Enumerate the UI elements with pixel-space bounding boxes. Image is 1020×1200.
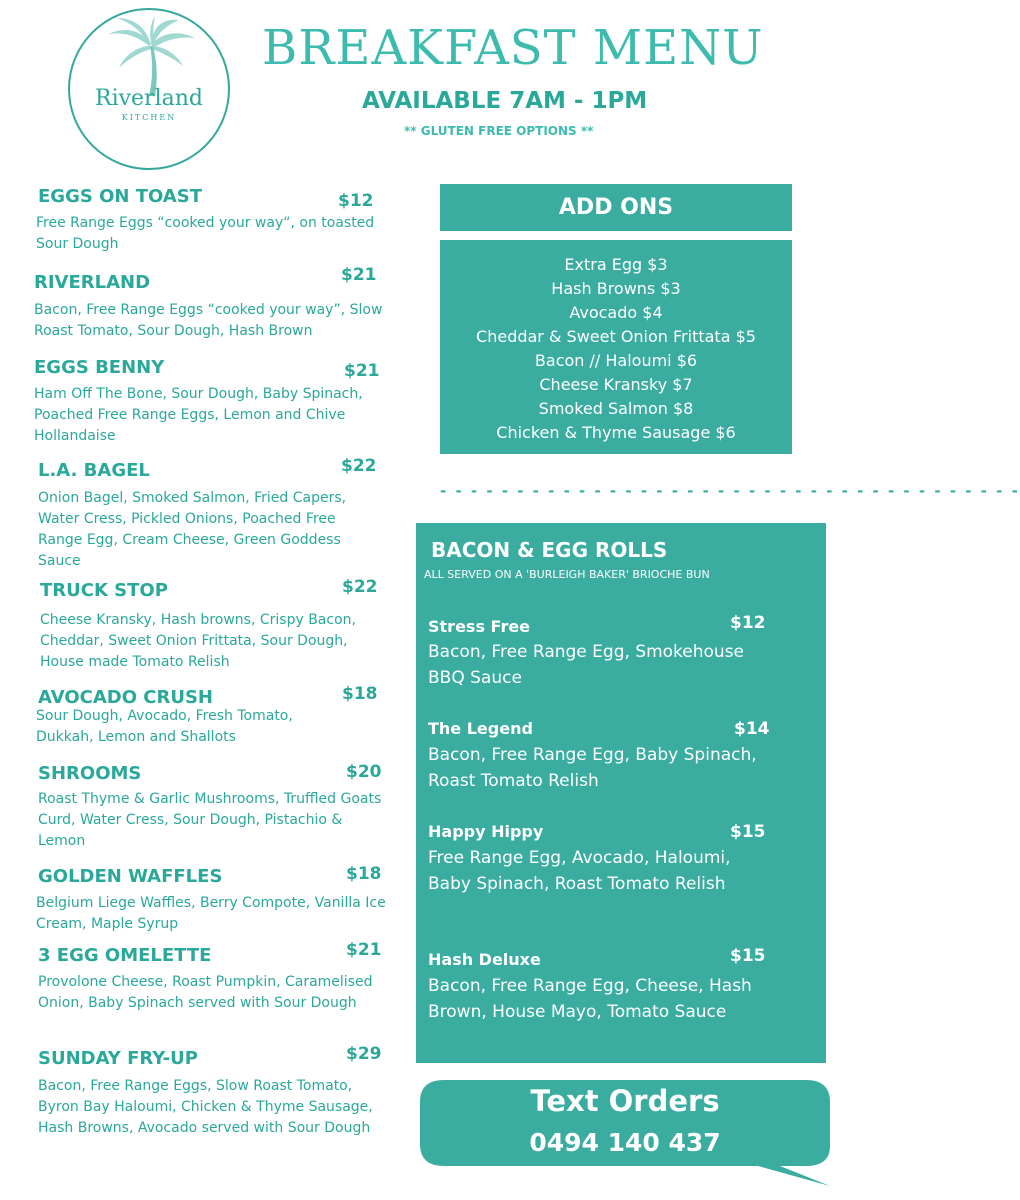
menu-item-description: Onion Bagel, Smoked Salmon, Fried Capers, Water Cress, Pickled Onions, Poached Free Range Egg, Cream Cheese, Green Goddess Sauce — [38, 490, 347, 569]
add-on-item: Cheese Kransky $7 — [539, 375, 693, 394]
roll-item-description: Bacon, Free Range Egg, Cheese, Hash Brown, House Mayo, Tomato Sauce — [428, 976, 752, 1022]
menu-item-title: GOLDEN WAFFLES — [38, 866, 223, 887]
menu-item-description: Provolone Cheese, Roast Pumpkin, Caramelised Onion, Baby Spinach served with Sour Dough — [38, 974, 373, 1011]
menu-item-description: Belgium Liege Waffles, Berry Compote, Vanilla Ice Cream, Maple Syrup — [36, 895, 386, 932]
roll-item-price: $12 — [730, 613, 766, 633]
roll-item-price: $14 — [734, 719, 770, 739]
menu-item-price: $12 — [338, 191, 374, 211]
menu-item-description: Ham Off The Bone, Sour Dough, Baby Spinach, Poached Free Range Eggs, Lemon and Chive Hollandaise — [34, 386, 363, 444]
roll-item-description: Bacon, Free Range Egg, Smokehouse BBQ Sauce — [428, 642, 745, 688]
logo-brand-text: Riverland — [95, 86, 203, 111]
bacon-egg-rolls-panel — [416, 523, 826, 1063]
menu-item-price: $22 — [341, 456, 377, 476]
menu-item-price: $20 — [346, 762, 382, 782]
roll-item-description: Free Range Egg, Avocado, Haloumi, Baby Spinach, Roast Tomato Relish — [428, 848, 731, 894]
menu-item-description: Roast Thyme & Garlic Mushrooms, Truffled Goats Curd, Water Cress, Sour Dough, Pistachio & Lemon — [38, 791, 382, 849]
add-on-item: Avocado $4 — [569, 303, 663, 322]
menu-item-description: Cheese Kransky, Hash browns, Crispy Bacon, Cheddar, Sweet Onion Frittata, Sour Dough, House made Tomato Relish — [40, 612, 356, 670]
menu-item-price: $22 — [342, 577, 378, 597]
menu-item-description: Bacon, Free Range Eggs “cooked your way”, Slow Roast Tomato, Sour Dough, Hash Brown — [34, 302, 383, 339]
palm-tree-icon — [103, 16, 199, 96]
menu-item-title: SHROOMS — [38, 763, 142, 784]
roll-item-name: Stress Free — [428, 617, 531, 636]
menu-item-price: $29 — [346, 1044, 382, 1064]
roll-item-name: Hash Deluxe — [428, 950, 541, 969]
add-ons-panel — [440, 240, 792, 454]
menu-item-description: Sour Dough, Avocado, Fresh Tomato, Dukkah, Lemon and Shallots — [36, 708, 293, 745]
add-on-item: Smoked Salmon $8 — [538, 399, 694, 418]
menu-item-title: EGGS ON TOAST — [38, 186, 202, 207]
menu-item-title: SUNDAY FRY-UP — [38, 1048, 198, 1069]
menu-item-description: Bacon, Free Range Eggs, Slow Roast Tomato, Byron Bay Haloumi, Chicken & Thyme Sausage, Hash Browns, Avocado served with Sour Dough — [38, 1078, 373, 1136]
logo-subtitle: KITCHEN — [121, 113, 177, 122]
dashed-divider: - - - - - - - - - - - - - - - - - - - - - - - - - - - - - - - - - - - - - - — [440, 482, 1020, 500]
roll-item-name: Happy Hippy — [428, 822, 544, 841]
roll-item-description: Bacon, Free Range Egg, Baby Spinach, Roast Tomato Relish — [428, 745, 757, 791]
menu-item-price: $21 — [344, 361, 380, 381]
rolls-title: BACON & EGG ROLLS — [431, 538, 668, 562]
rolls-subtitle: ALL SERVED ON A 'BURLEIGH BAKER' BRIOCHE BUN — [424, 568, 710, 581]
menu-item-price: $21 — [346, 940, 382, 960]
gluten-free-note: ** GLUTEN FREE OPTIONS ** — [404, 124, 594, 138]
roll-item-name: The Legend — [428, 719, 533, 738]
text-orders-phone: 0494 140 437 — [529, 1128, 721, 1157]
text-orders-bubble — [420, 1080, 830, 1190]
menu-item-title: RIVERLAND — [34, 272, 151, 293]
add-ons-list — [430, 253, 802, 445]
page-title: BREAKFAST MENU — [262, 20, 764, 76]
roll-item-price: $15 — [730, 946, 766, 966]
add-on-item: Extra Egg $3 — [564, 255, 668, 274]
add-ons-header: ADD ONS — [440, 184, 792, 231]
add-on-item: Cheddar & Sweet Onion Frittata $5 — [476, 327, 756, 346]
menu-item-price: $21 — [341, 265, 377, 285]
menu-item-price: $18 — [346, 864, 382, 884]
menu-item-title: TRUCK STOP — [40, 580, 168, 601]
add-on-item: Hash Browns $3 — [551, 279, 681, 298]
menu-item-description: Free Range Eggs “cooked your way“, on toasted Sour Dough — [36, 215, 375, 252]
menu-item-title: AVOCADO CRUSH — [38, 687, 213, 708]
menu-item-title: EGGS BENNY — [34, 357, 165, 378]
menu-item-title: L.A. BAGEL — [38, 460, 150, 481]
riverland-logo — [68, 8, 230, 170]
add-on-item: Bacon // Haloumi $6 — [534, 351, 698, 370]
roll-item-price: $15 — [730, 822, 766, 842]
add-on-item: Chicken & Thyme Sausage $6 — [496, 423, 736, 442]
menu-item-title: 3 EGG OMELETTE — [38, 945, 212, 966]
service-hours: AVAILABLE 7AM - 1PM — [362, 88, 648, 114]
menu-item-price: $18 — [342, 684, 378, 704]
text-orders-label: Text Orders — [530, 1084, 720, 1118]
